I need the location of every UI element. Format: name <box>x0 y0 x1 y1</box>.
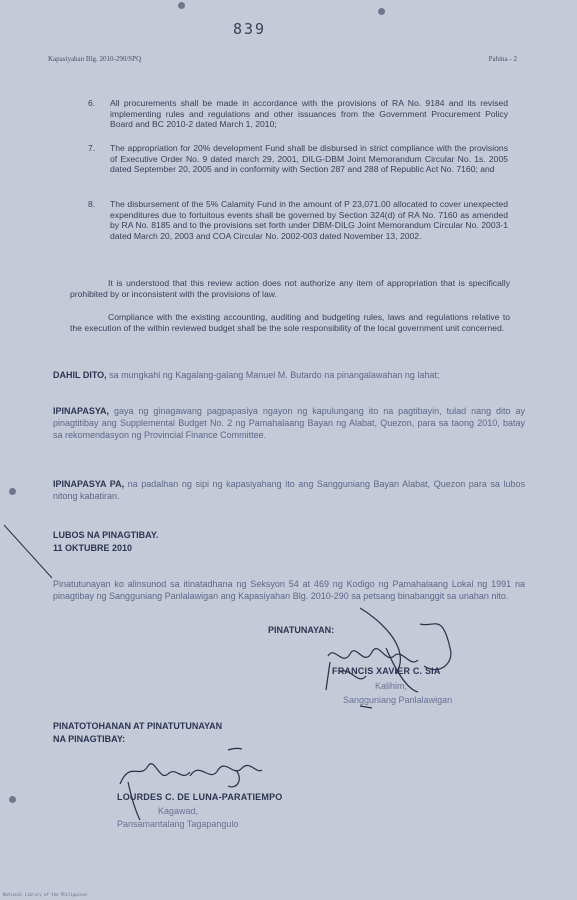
dahil-dito-lead: DAHIL DITO, <box>53 370 107 380</box>
dahil-dito-text: sa mungkahi ng Kagalang-galang Manuel M. Butardo na pinangalawahan ng lahat; <box>106 370 440 380</box>
secretary-title: Kalihim, <box>375 681 408 691</box>
review-paragraph: It is understood that this review action does not authorize any item of appropriation that is specifically prohibited by or inconsistent with the provisions of law. <box>70 278 510 299</box>
item-number: 8. <box>88 199 96 209</box>
certification-paragraph: Pinatutunayan ko alinsunod sa itinatadhana ng Seksyon 54 at 469 ng Kodigo ng Pamahalaang Lokal ng 1991 na pinagtibay ng Sangguniang Panlalawigan ang Kapasiyahan Blg. 2010-290 sa petsang binabanggit sa unahan nito. <box>53 579 525 601</box>
item-text: The disbursement of the 5% Calamity Fund in the amount of P 23,071.00 allocated to cover unexpected expenditures due to fortuitous events shall be governed by Section 324(d) of RA No. 7160 as amended by RA No. 8185 and to the provisions set forth under DBM-DILG Joint Memorandum Circular No. 2003-1 dated March 20, 2003 and COA Circular No. 2002-003 dated November 13, 2002. <box>110 199 508 241</box>
ink-stroke-line <box>4 525 52 578</box>
approval-date: 11 OKTUBRE 2010 <box>53 543 133 553</box>
item-number: 6. <box>88 98 96 108</box>
item-text: The appropriation for 20% development Fund shall be disbursed in strict compliance with the provisions of Executive Order No. 9 dated march 29, 2001, DILG-DBM Joint Memorandum Circular No. 1s. 2005 dated September 20, 2005 and in conformity with Section 287 and 288 of Republic Act No. 7160; and <box>110 143 508 175</box>
vice-chair-office: Pansamantalang Tagapangulo <box>117 819 239 829</box>
secretary-name: FRANCIS XAVIER C. SIA <box>332 666 441 676</box>
ipinapasya-text: gaya ng ginagawang pagpapasiya ngayon ng kapulungang ito na pagtibayin, tulad nang dito ay pinagtitibay ang Supplemental Budget No. 2 ng Pamahalaang Bayan ng Alabat, Quezon, para sa taong 2010, batay sa rekomendasyon ng Provincial Finance Committee. <box>53 406 525 440</box>
secretary-office: Sangguniang Panlalawigan <box>343 695 453 705</box>
pinatunayan-label: PINATUNAYAN: <box>268 625 335 635</box>
page-stamp-number: 839 <box>233 20 267 38</box>
resolution-reference: Kapasiyahan Blg. 2010-290/SPQ <box>48 55 142 63</box>
attestation-label-2: NA PINAGTIBAY: <box>53 734 126 744</box>
vice-chair-name: LOURDES C. DE LUNA-PARATIEMPO <box>117 792 283 802</box>
vice-chair-title: Kagawad, <box>158 806 199 816</box>
scan-footer: National Library of the Philippines <box>3 892 88 897</box>
signature-secretary <box>326 608 451 708</box>
compliance-paragraph: Compliance with the existing accounting, auditing and budgeting rules, laws and regulations relative to the execution of the within reviewed budget shall be the sole responsibility of the local government unit concerned. <box>70 312 510 333</box>
item-number: 7. <box>88 143 96 153</box>
ipinapasya-lead: IPINAPASYA, <box>53 406 110 416</box>
ipinapasya-pa-lead: IPINAPASYA PA, <box>53 479 125 489</box>
page-number: Pahina - 2 <box>488 55 517 63</box>
approval-title: LUBOS NA PINAGTIBAY. <box>53 530 159 540</box>
ipinapasya-pa-text: na padalhan ng sipi ng kapasiyahang ito ang Sangguniang Bayan Alabat, Quezon para sa lubos nitong kabatiran. <box>53 479 525 501</box>
item-text: All procurements shall be made in accordance with the provisions of RA No. 9184 and its revised implementing rules and regulations and other issuances from the Government Procurement Policy Board and BC 2010-2 dated March 1, 2010; <box>110 98 508 130</box>
attestation-label: PINATOTOHANAN AT PINATUTUNAYAN <box>53 721 223 731</box>
